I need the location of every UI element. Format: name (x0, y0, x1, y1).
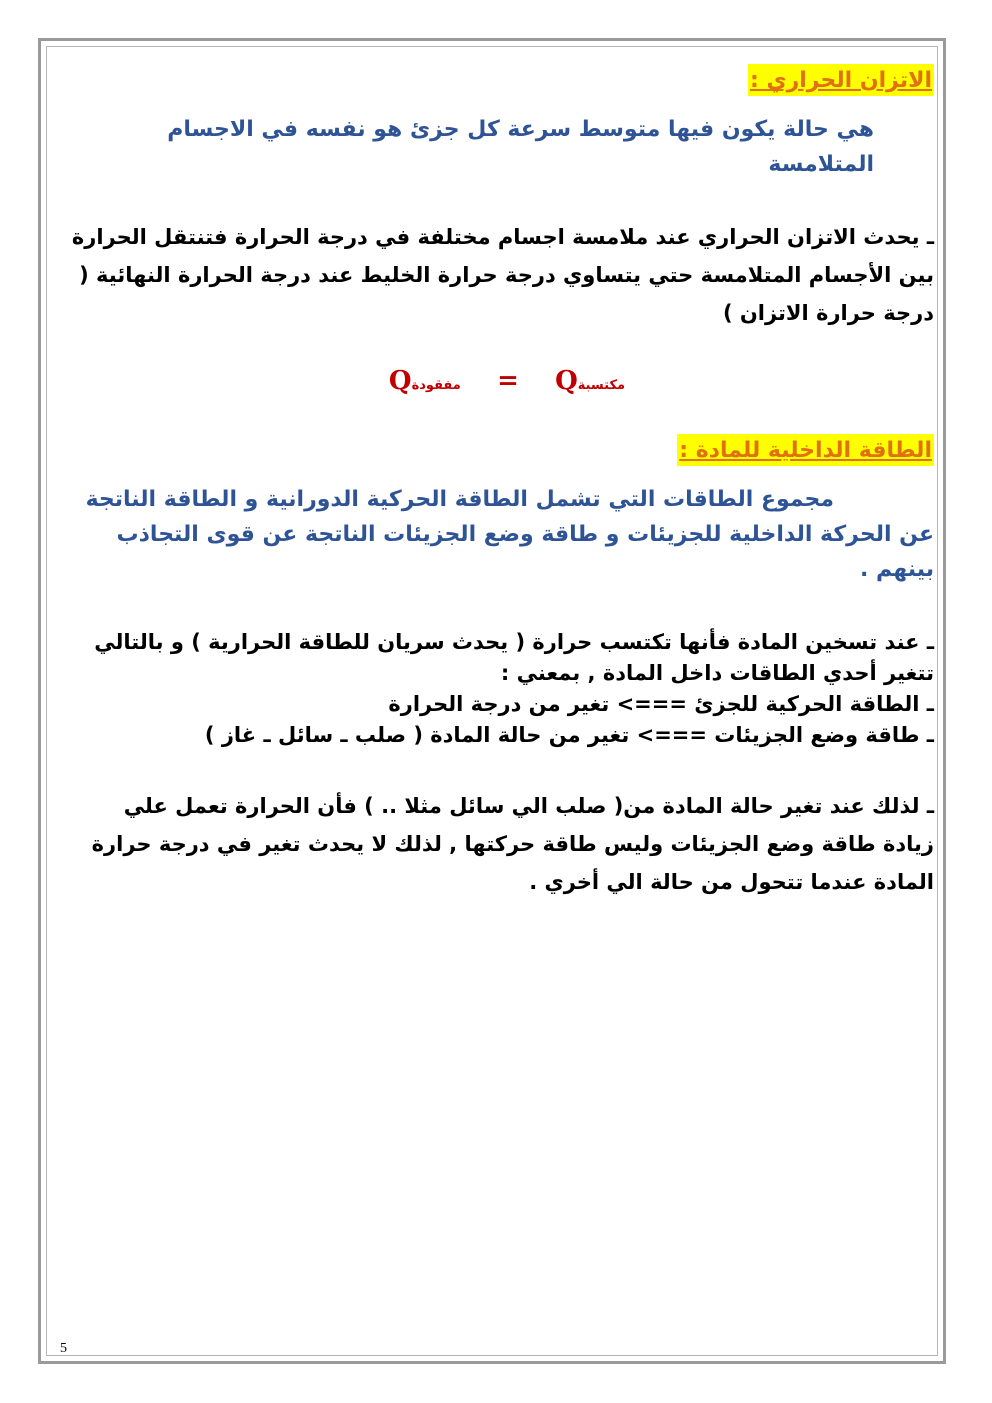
heating-effects-list (70, 627, 934, 751)
heating-intro: ـ عند تسخين المادة فأنها تكتسب حرارة ( يحدث سريان للطاقة الحرارية ) و بالتالي تتغير أحدي الطاقات داخل المادة , بمعني : (94, 630, 934, 685)
heat-lost-symbol: Q (388, 366, 412, 396)
heat-gained-subscript: مكتسبة (577, 378, 626, 393)
thermal-equilibrium-paragraph: ـ يحدث الاتزان الحراري عند ملامسة اجسام مختلفة في درجة الحرارة فتنتقل الحرارة بين الأجسام المتلامسة حتي يتساوي درجة حرارة الخليط عند درجة الحرارة النهائية ( درجة حرارة الاتزان ) (71, 225, 934, 325)
phase-change-conclusion: ـ لذلك عند تغير حالة المادة من( صلب الي سائل مثلا .. ) فأن الحرارة تعمل علي زيادة طاقة وضع الجزيئات وليس طاقة حركتها , لذلك لا يحدث تغير في درجة حرارة المادة عندما تتحول من حالة الي أخري . (91, 794, 934, 894)
internal-energy-heading: الطاقة الداخلية للمادة : (677, 434, 934, 466)
page-number: 5 (60, 1341, 67, 1356)
equals-sign: = (497, 366, 519, 396)
internal-energy-definition: مجموع الطاقات التي تشمل الطاقة الحركية الدورانية و الطاقة الناتجة عن الحركة الداخلية للجزيئات و طاقة وضع الجزيئات الناتجة عن قوى التجاذب بينهم . (85, 487, 934, 582)
kinetic-energy-line: ـ الطاقة الحركية للجزئ ===> تغير من درجة الحرارة (388, 692, 934, 716)
potential-energy-line: ـ طاقة وضع الجزيئات ===> تغير من حالة المادة ( صلب ـ سائل ـ غاز ) (204, 723, 934, 747)
thermal-equilibrium-heading: الاتزان الحراري : (748, 64, 934, 96)
page-content (70, 58, 934, 901)
heat-balance-equation (70, 366, 934, 396)
heat-gained-symbol: Q (555, 366, 578, 396)
thermal-equilibrium-definition: هي حالة يكون فيها متوسط سرعة كل جزئ هو نفسه في الاجسام المتلامسة (167, 117, 874, 177)
heat-lost-subscript: مفقودة (411, 378, 461, 393)
